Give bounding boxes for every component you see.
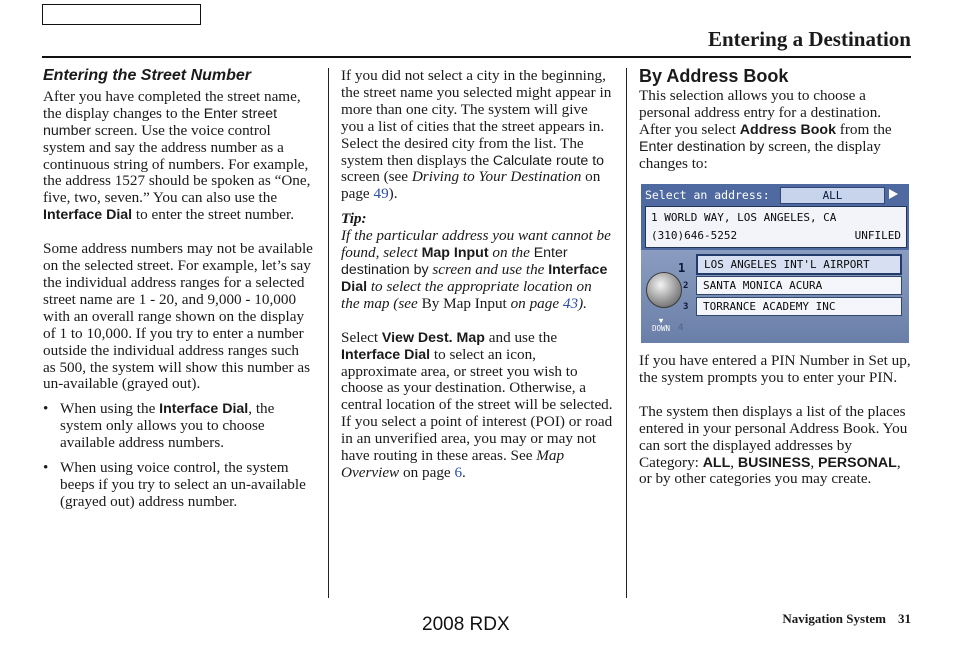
text-run: If the particular address you want cannot be found, select — [341, 227, 611, 262]
nav-screen-image — [641, 184, 909, 343]
text-run: Map Overview — [341, 447, 565, 481]
section-heading-street-number: Entering the Street Number — [43, 67, 252, 84]
category-next-arrow-icon[interactable] — [889, 189, 898, 199]
text-run: Address Book — [739, 121, 836, 138]
text-run: BUSINESS — [737, 454, 811, 471]
text-run: ALL — [702, 454, 731, 471]
list-number-1: 1 — [678, 261, 686, 275]
text-run: to select the appropriate location on the map (see — [341, 277, 592, 312]
text-run: on page — [506, 294, 563, 312]
column-right — [639, 68, 911, 172]
column-right-lower — [639, 353, 911, 488]
text-run: screen. Use the voice control system and say the address number as a continuous string of numbers. For example, the address 1527 should be spoken as “One, five, two, seven.” You can also use the — [43, 121, 311, 207]
address-list-item[interactable]: LOS ANGELES INT'L AIRPORT — [696, 254, 902, 275]
text-run: screen, the display changes to: — [639, 137, 881, 172]
text-run: screen and use the — [428, 260, 549, 278]
header-divider — [42, 56, 911, 58]
header-tab-box — [42, 4, 201, 25]
list-number-2: 2 — [683, 281, 689, 291]
text-run: , or by other categories you may create. — [639, 453, 901, 488]
paragraph-tip — [341, 228, 613, 313]
list-number-4: 4 — [678, 323, 684, 333]
paragraph-address-book-intro — [639, 88, 911, 173]
text-run: Enter destination by — [341, 245, 568, 278]
text-run: ). — [388, 185, 398, 203]
text-run: , the system only allows you to choose available address numbers. — [60, 400, 275, 452]
section-heading-address-book: By Address Book — [639, 66, 789, 86]
address-line-1: 1 WORLD WAY, LOS ANGELES, CA — [651, 211, 837, 224]
page-footer — [782, 611, 911, 627]
tip-label: Tip: — [341, 210, 367, 228]
address-list-item[interactable]: TORRANCE ACADEMY INC — [696, 297, 902, 316]
page-link[interactable]: 49 — [373, 185, 389, 203]
address-status: UNFILED — [854, 229, 901, 242]
text-run: and use the — [484, 328, 558, 346]
footer-section-label: Navigation System — [782, 611, 886, 626]
paragraph-address-ranges: Some address numbers may not be available on the selected street. For example, let’s say the individual address ranges for a selected street name are 1 - 20, and 9,000 - 10,000 with an overall range shown on the display of 1 to 10,000. If you try to enter a number outside the individual address ranges such as 500, the system will show this number as un-available (grayed out). — [43, 240, 313, 393]
down-button[interactable]: ▼ DOWN — [652, 316, 671, 333]
paragraph-pin: If you have entered a PIN Number in Set up, the system prompts you to enter your PIN. — [639, 352, 911, 386]
text-run: Driving to Your Destination — [411, 168, 582, 186]
text-run: The system then displays a list of the places entered in your personal Address Book. You can sort the displayed addresses by Category: — [639, 402, 908, 471]
screen-header: Select an address: — [645, 188, 770, 202]
text-run: By Map Input — [421, 294, 507, 312]
paragraph-view-dest-map — [341, 330, 613, 482]
column-divider-2 — [626, 68, 627, 598]
text-run: When using the — [60, 400, 160, 418]
text-run: If you did not select a city in the beginning, the street name you selected might appear in more than one city. The system will give you a list of cities that the street appears in. Select the desired city from the list. The system then displays the — [341, 67, 612, 169]
list-number-3: 3 — [683, 302, 689, 312]
paragraph-city-selection — [341, 68, 613, 203]
column-middle — [341, 68, 613, 482]
address-list-item[interactable]: SANTA MONICA ACURA — [696, 276, 902, 295]
column-divider-1 — [328, 68, 329, 598]
text-run: Interface Dial — [43, 207, 133, 224]
text-run: on page — [341, 168, 601, 203]
text-run: to select an icon, approximate area, or street you wish to choose as your destination. Otherwise, a central location of the street will be selected. If you select a point of interest (POI) or road in an unverified area, you may or may not have routing in these areas. See — [341, 345, 613, 465]
text-run: Enter destination by — [639, 138, 765, 155]
text-run: . — [462, 463, 466, 481]
text-run: Map Input — [421, 245, 489, 262]
page-link[interactable]: 43 — [562, 294, 579, 312]
text-run: on page — [399, 463, 455, 481]
text-run: PERSONAL — [818, 454, 897, 471]
text-run: Calculate route to — [492, 152, 605, 169]
text-run: View Dest. Map — [381, 329, 485, 346]
page-title: Entering a Destination — [707, 27, 911, 51]
bullet-interface-dial — [43, 401, 315, 452]
text-run: on the — [488, 244, 534, 262]
text-run: ). — [578, 294, 587, 312]
selected-address-box — [645, 206, 907, 248]
text-run: This selection allows you to choose a personal address entry for a destination. After you select — [639, 86, 882, 138]
category-selector[interactable]: ALL — [780, 187, 885, 204]
bullet-voice-control: • When using voice control, the system beeps if you try to select an un-available (grayed out) address number. — [43, 460, 315, 511]
text-run: Interface Dial — [159, 401, 249, 418]
down-label: DOWN — [652, 324, 671, 333]
page-number: 31 — [898, 611, 911, 626]
text-run: Interface Dial — [341, 346, 431, 363]
address-line-2: (310)646-5252 — [651, 229, 738, 242]
paragraph-street-number-intro — [43, 89, 315, 224]
text-run: Select — [341, 328, 382, 346]
column-left — [43, 68, 315, 511]
interface-dial-icon[interactable] — [646, 272, 682, 308]
page-link[interactable]: 6 — [454, 463, 463, 481]
text-run: After you have completed the street name, the display changes to the — [43, 87, 301, 122]
text-run: screen (see — [341, 168, 412, 186]
paragraph-categories — [639, 404, 911, 489]
text-run: from the — [835, 120, 892, 138]
text-run: Interface Dial — [341, 261, 608, 295]
text-run: , — [810, 453, 818, 471]
text-run: Enter street number — [43, 105, 278, 139]
text-run: to enter the street number. — [132, 206, 295, 224]
text-run: , — [730, 453, 738, 471]
model-label: 2008 RDX — [422, 614, 510, 635]
